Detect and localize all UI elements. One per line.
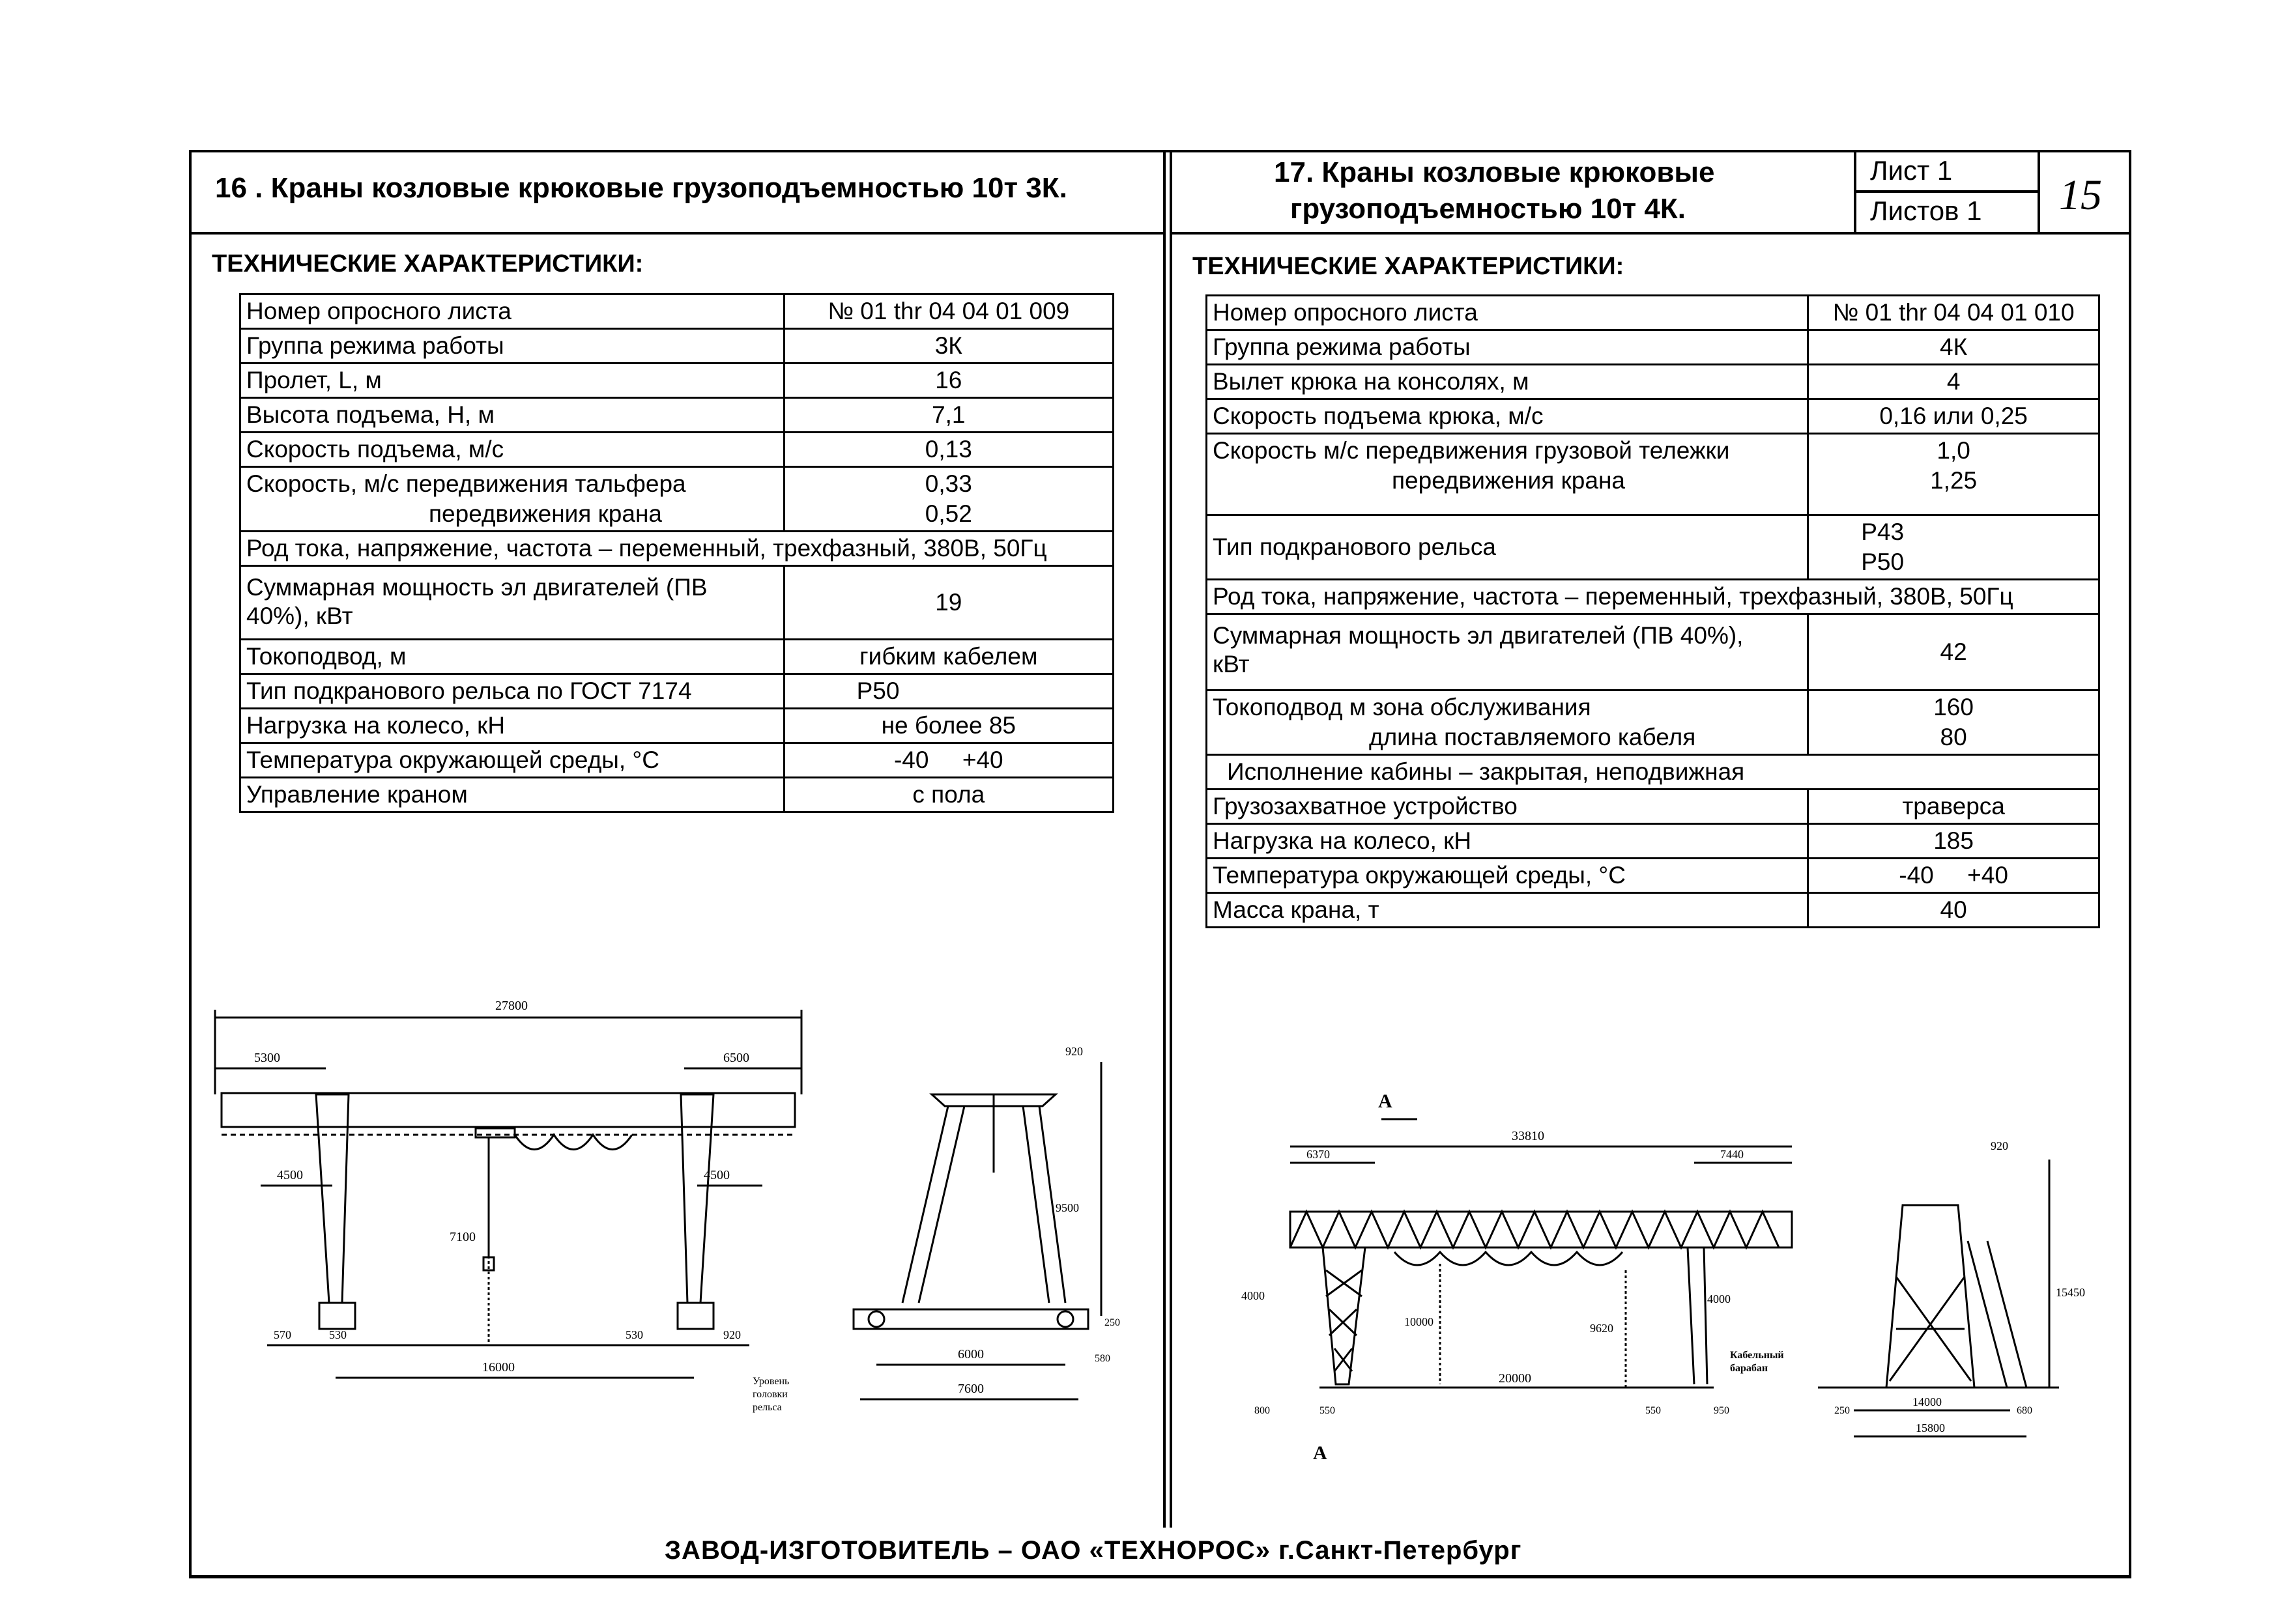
- sheet-box-divider: [1854, 190, 2038, 193]
- table-row: Исполнение кабины – закрытая, неподвижная: [1207, 755, 2099, 790]
- table-row: Пролет, L, м 16: [240, 363, 1114, 398]
- right-section-title: ТЕХНИЧЕСКИЕ ХАРАКТЕРИСТИКИ:: [1192, 253, 1624, 280]
- manufacturer-footer: ЗАВОД-ИЗГОТОВИТЕЛЬ – ОАО «ТЕХНОРОС» г.Санкт-Петербург: [665, 1536, 1522, 1565]
- dim-label: 15450: [2056, 1286, 2085, 1299]
- cable-drum-note: барабан: [1730, 1363, 1768, 1374]
- dim-label: 250: [1104, 1317, 1120, 1328]
- table-row: Высота подъема, Н, м 7,1: [240, 398, 1114, 433]
- table-row: Номер опросного листа № 01 thr 04 04 01 010: [1207, 296, 2099, 330]
- dim-label: 4000: [1241, 1289, 1265, 1302]
- table-row: Суммарная мощность эл двигателей (ПВ 40%), кВт 19: [240, 566, 1114, 640]
- dim-label: 920: [1065, 1045, 1083, 1058]
- dim-label: 4000: [1707, 1292, 1731, 1305]
- sheet-box-left: [1854, 150, 1856, 235]
- right-crane-drawing: [1238, 1081, 2118, 1485]
- dim-label: 5300: [254, 1051, 280, 1065]
- header-underline-left: [189, 232, 1163, 235]
- table-row: Нагрузка на колесо, кН не более 85: [240, 709, 1114, 743]
- column-divider: [1163, 150, 1172, 1528]
- dim-label: 4500: [277, 1168, 303, 1182]
- level-note: Уровень: [753, 1376, 790, 1387]
- dim-label: 550: [1645, 1405, 1661, 1416]
- right-title-line2: грузоподъемностью 10т 4К.: [1290, 193, 1686, 225]
- left-title: 16 . Краны козловые крюковые грузоподъемностью 10т 3К.: [215, 172, 1067, 204]
- table-row: Скорость, м/с передвижения тальфера передвижения крана 0,33 0,52: [240, 467, 1114, 532]
- left-crane-drawing: [202, 984, 1160, 1440]
- dim-label: 680: [2017, 1405, 2032, 1416]
- header-underline-right: [1172, 232, 2131, 235]
- table-row: Тип подкранового рельса Р43 Р50: [1207, 515, 2099, 580]
- dim-label: 20000: [1499, 1371, 1531, 1386]
- table-row: Управление краном с пола: [240, 778, 1114, 812]
- left-spec-table: [239, 293, 1114, 813]
- page-number: 15: [2059, 171, 2102, 219]
- dim-label: 530: [329, 1328, 347, 1341]
- dim-label: 6370: [1306, 1148, 1330, 1161]
- table-row: Группа режима работы 3К: [240, 329, 1114, 363]
- table-row: Суммарная мощность эл двигателей (ПВ 40%), кВт 42: [1207, 614, 2099, 691]
- dim-label: 7600: [958, 1382, 984, 1396]
- table-row: Группа режима работы 4К: [1207, 330, 2099, 365]
- dim-label: 15800: [1916, 1421, 1945, 1434]
- dim-label: 9620: [1590, 1322, 1613, 1335]
- table-row: Скорость подъема крюка, м/с 0,16 или 0,25: [1207, 399, 2099, 434]
- dim-label: 7440: [1720, 1148, 1744, 1161]
- dim-label: 920: [723, 1328, 741, 1341]
- cable-drum-note: Кабельный: [1730, 1350, 1784, 1361]
- table-row: Вылет крюка на консолях, м 4: [1207, 365, 2099, 399]
- table-row: Нагрузка на колесо, кН 185: [1207, 824, 2099, 859]
- level-note: рельса: [753, 1402, 782, 1413]
- table-row: Тип подкранового рельса по ГОСТ 7174 Р50: [240, 674, 1114, 709]
- table-row: Скорость м/с передвижения грузовой тележки передвижения крана 1,0 1,25: [1207, 434, 2099, 515]
- table-row: Номер опросного листа № 01 thr 04 04 01 009: [240, 294, 1114, 329]
- dim-label: 27800: [495, 999, 528, 1013]
- footer-rule: [189, 1575, 2131, 1578]
- dim-label: 920: [1991, 1139, 2008, 1152]
- dim-label: 550: [1319, 1405, 1335, 1416]
- table-row: Температура окружающей среды, °С -40 +40: [1207, 859, 2099, 893]
- table-row: Род тока, напряжение, частота – переменный, трехфазный, 380В, 50Гц: [240, 532, 1114, 566]
- table-row: Род тока, напряжение, частота – переменный, трехфазный, 380В, 50Гц: [1207, 580, 2099, 614]
- dim-label: 6000: [958, 1347, 984, 1361]
- table-row: Температура окружающей среды, °С -40 +40: [240, 743, 1114, 778]
- dim-label: 16000: [482, 1360, 515, 1375]
- table-row: Масса крана, т 40: [1207, 893, 2099, 928]
- sheet-box-right: [2038, 150, 2040, 235]
- left-section-title: ТЕХНИЧЕСКИЕ ХАРАКТЕРИСТИКИ:: [212, 250, 644, 278]
- dim-label: 530: [626, 1328, 643, 1341]
- dim-label: 7100: [450, 1230, 476, 1244]
- dim-label: 250: [1834, 1405, 1850, 1416]
- dim-label: 33810: [1512, 1129, 1544, 1143]
- table-row: Скорость подъема, м/с 0,13: [240, 433, 1114, 467]
- dim-label: 4500: [704, 1168, 730, 1182]
- dim-label: 950: [1714, 1405, 1729, 1416]
- level-note: головки: [753, 1389, 788, 1400]
- dim-label: 14000: [1912, 1395, 1942, 1408]
- right-spec-table: [1205, 294, 2100, 928]
- dim-label: 9500: [1056, 1201, 1079, 1214]
- dim-label: 10000: [1404, 1315, 1434, 1328]
- dim-label: 6500: [723, 1051, 749, 1065]
- dim-label: 800: [1254, 1405, 1270, 1416]
- table-row: Токоподвод, м гибким кабелем: [240, 640, 1114, 674]
- section-mark: A: [1313, 1442, 1327, 1464]
- table-row: Токоподвод м зона обслуживания длина поставляемого кабеля 160 80: [1207, 691, 2099, 755]
- right-title-line1: 17. Краны козловые крюковые: [1274, 156, 1715, 188]
- dim-label: 580: [1095, 1353, 1110, 1364]
- sheet-label: Лист 1: [1870, 155, 1953, 186]
- dim-label: 570: [274, 1328, 291, 1341]
- table-row: Грузозахватное устройство траверса: [1207, 790, 2099, 824]
- section-mark: A: [1378, 1090, 1392, 1112]
- sheets-label: Листов 1: [1870, 195, 1982, 226]
